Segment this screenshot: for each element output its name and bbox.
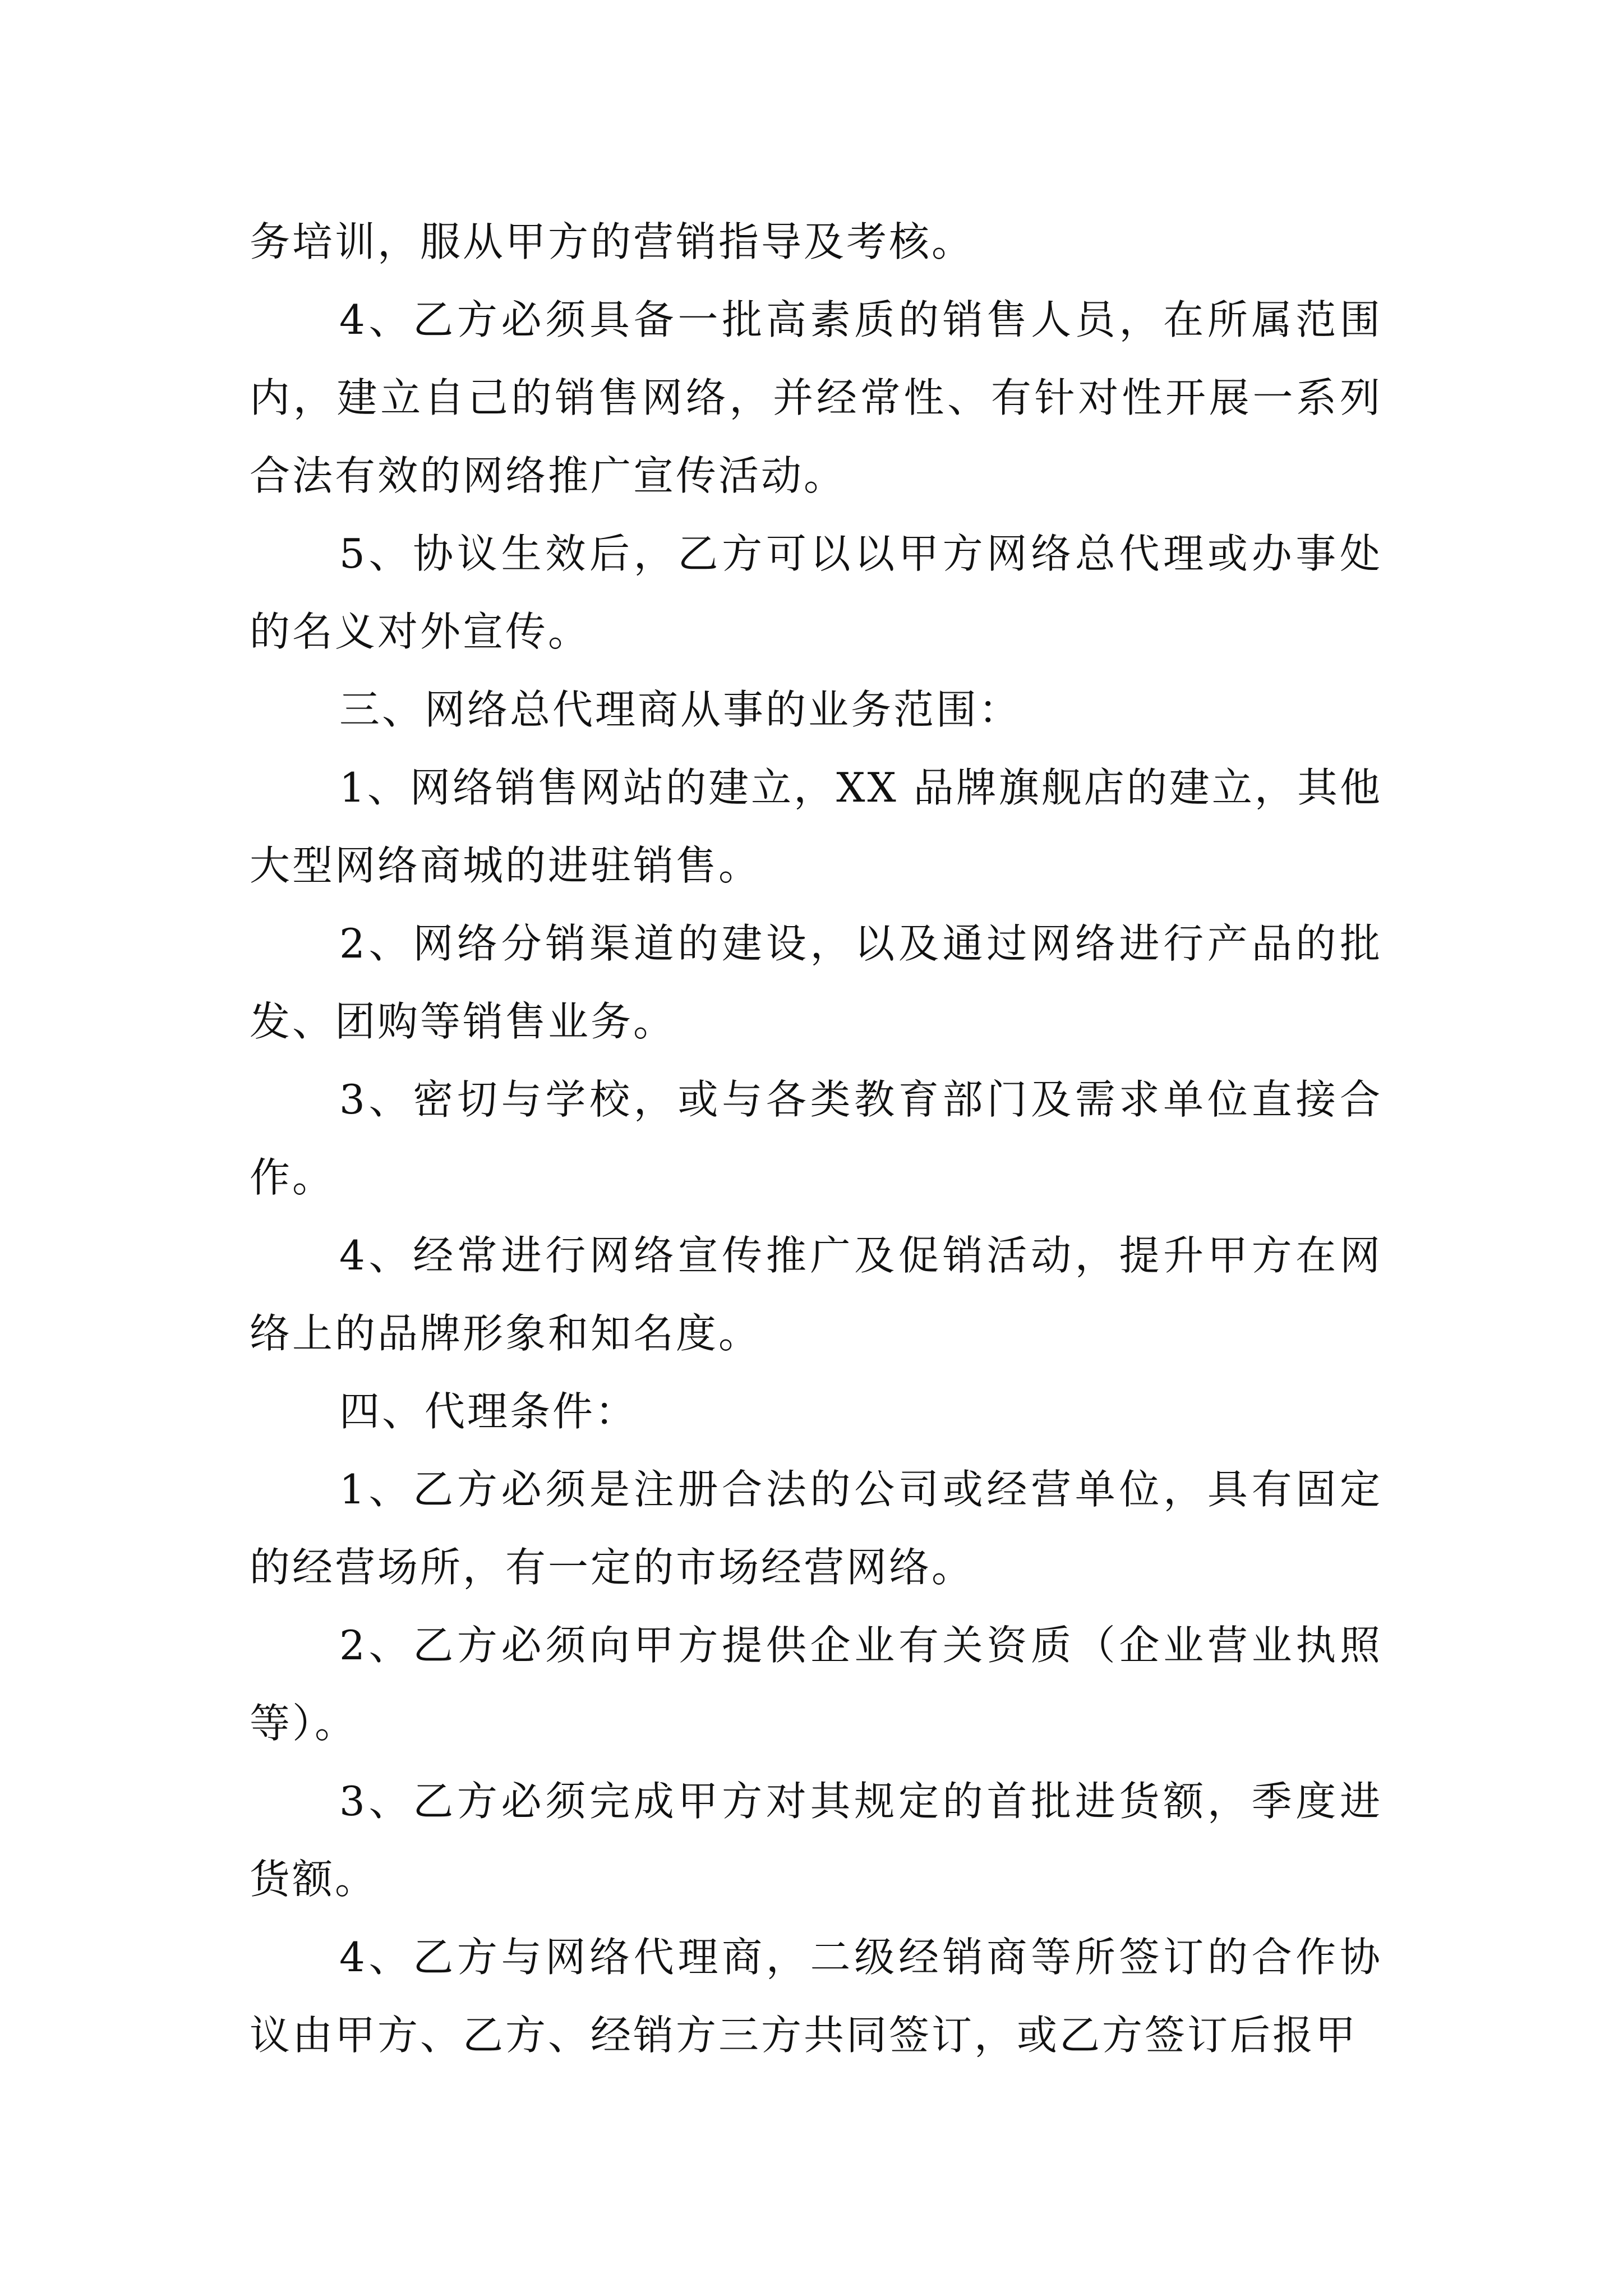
paragraph-5: 1、网络销售网站的建立，XX 品牌旗舰店的建立，其他大型网络商城的进驻销售。 xyxy=(250,764,1382,889)
paragraph-11: 2、乙方必须向甲方提供企业有关资质（企业营业执照等）。 xyxy=(250,1622,1382,1747)
document-body xyxy=(250,203,1382,2074)
paragraph-7: 3、密切与学校，或与各类教育部门及需求单位直接合作。 xyxy=(250,1076,1382,1201)
section-heading-4: 四、代理条件： xyxy=(339,1388,638,1435)
paragraph-12: 3、乙方必须完成甲方对其规定的首批进货额，季度进货额。 xyxy=(250,1778,1382,1903)
paragraph-8: 4、经常进行网络宣传推广及促销活动，提升甲方在网络上的品牌形象和知名度。 xyxy=(250,1232,1382,1357)
paragraph-10: 1、乙方必须是注册合法的公司或经营单位，具有固定的经营场所，有一定的市场经营网络。 xyxy=(250,1466,1382,1591)
section-heading-3: 三、网络总代理商从事的业务范围： xyxy=(339,686,1022,733)
paragraph-1: 务培训，服从甲方的营销指导及考核。 xyxy=(250,218,975,265)
paragraph-3: 5、协议生效后，乙方可以以甲方网络总代理或办事处的名义对外宣传。 xyxy=(250,530,1382,655)
paragraph-6: 2、网络分销渠道的建设，以及通过网络进行产品的批发、团购等销售业务。 xyxy=(250,920,1382,1045)
paragraph-2: 4、乙方必须具备一批高素质的销售人员，在所属范围内，建立自己的销售网络，并经常性、有针对性开展一系列合法有效的网络推广宣传活动。 xyxy=(250,296,1382,499)
paragraph-13: 4、乙方与网络代理商，二级经销商等所签订的合作协议由甲方、乙方、经销方三方共同签订，或乙方签订后报甲 xyxy=(250,1934,1382,2059)
